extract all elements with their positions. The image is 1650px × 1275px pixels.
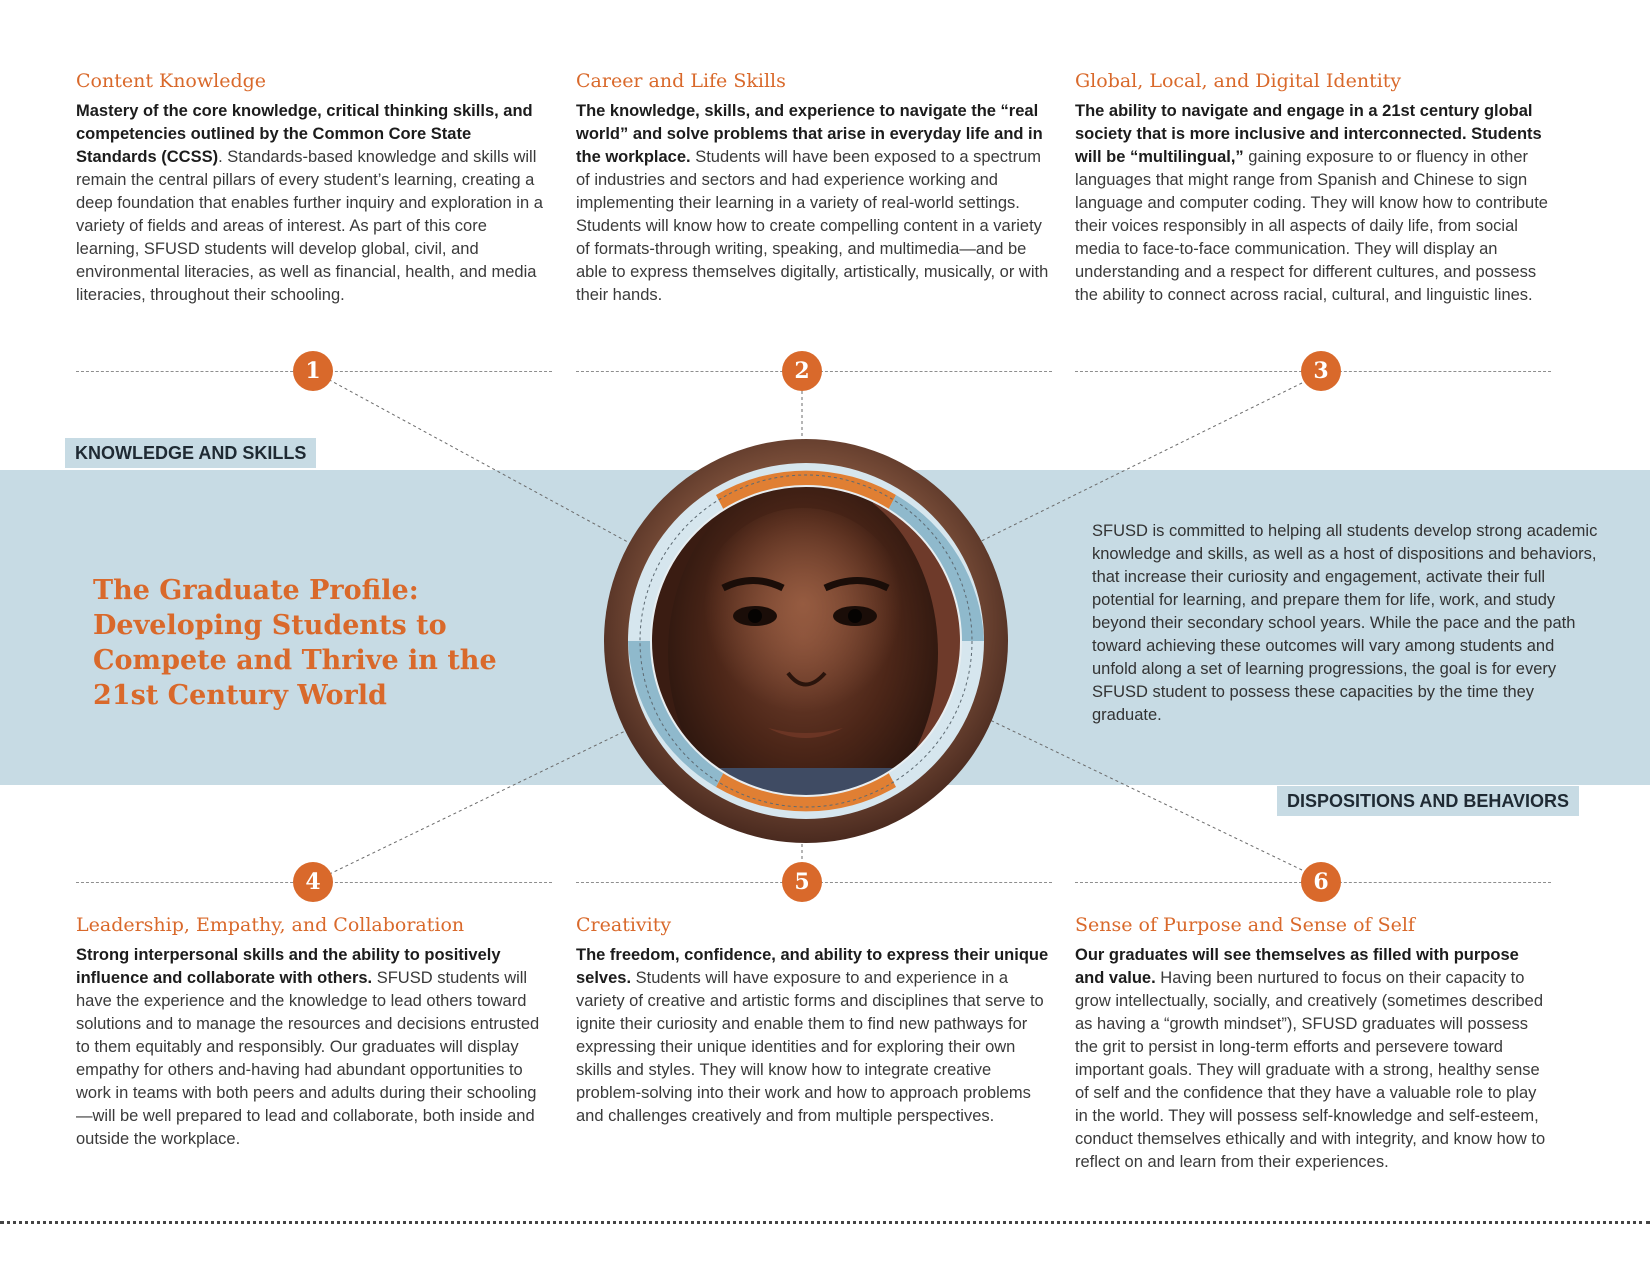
section-lead: Mastery of the core knowledge, critical thinking skills, and competencies outlined by the Common Core State Standards (CCSS) — [76, 102, 533, 166]
bottom-dotted-rule — [0, 1221, 1650, 1224]
section-global-local-digital — [1075, 68, 1551, 307]
section-heading: Sense of Purpose and Sense of Self — [1075, 914, 1415, 936]
section-text — [1075, 100, 1551, 307]
dispositions-behaviors-label: DISPOSITIONS AND BEHAVIORS — [1277, 786, 1579, 816]
section-body: Students will have been exposed to a spectrum of industries and sectors and had experience working and implementing their learning in a variety of real-world settings. Students will know how to create compelling content in a variety of formats-through writing, speaking, and multimedia—and be able to express themselves digitally, artistically, musically, or with their hands. — [576, 148, 1049, 304]
section-text — [576, 100, 1052, 307]
section-body: Having been nurtured to focus on their capacity to grow intellectually, socially, and creatively (sometimes described as having a “growth mindset”), SFUSD graduates will possess the grit to persist in long-term efforts and persevere toward important goals. They will graduate with a strong, healthy sense of self and the confidence that they have a valuable role to play in the world. They will possess self-knowledge and self-esteem, conduct themselves ethically and with integrity, and know how to reflect on and learn from their experiences. — [1075, 969, 1546, 1171]
section-heading: Content Knowledge — [76, 70, 267, 92]
section-text — [76, 100, 552, 307]
number-badge-2: 2 — [782, 351, 822, 391]
section-creativity — [576, 912, 1052, 1128]
page-title: The Graduate Profile: Developing Students to Compete and Thrive in the 21st Century World — [93, 575, 497, 711]
section-body: gaining exposure to or fluency in other languages that might range from Spanish and Chinese to sign language and computer coding. They will know how to contribute their voices responsibly in all aspects of daily life, from social media to face-to-face communication. They will display an understanding and a respect for different cultures, and possess the ability to connect across racial, cultural, and linguistic lines. — [1075, 148, 1548, 304]
intro-paragraph: SFUSD is committed to helping all students develop strong academic knowledge and skills, as well as a host of dispositions and behaviors, that increase their curiosity and engagement, activate their full potential for learning, and prepare them for life, work, and study beyond their secondary school years. While the pace and the path toward achieving these outcomes will vary among students and unfold along a set of learning progressions, the goal is for every SFUSD student to possess these capacities by the time they graduate. — [1092, 522, 1598, 724]
section-lead: The knowledge, skills, and experience to navigate the “real world” and solve problems that arise in everyday life and in the workplace. — [576, 102, 1043, 166]
section-heading: Global, Local, and Digital Identity — [1075, 70, 1402, 92]
section-body: . Standards-based knowledge and skills will remain the central pillars of every student’s learning, creating a deep foundation that enables further inquiry and exploration in a variety of fields and areas of interest. As part of this core learning, SFUSD students will develop global, civil, and environmental literacies, as well as financial, health, and media literacies, throughout their schooling. — [76, 148, 543, 304]
section-heading: Leadership, Empathy, and Collaboration — [76, 914, 465, 936]
section-text — [576, 944, 1052, 1128]
number-badge-3: 3 — [1301, 351, 1341, 391]
section-heading: Creativity — [576, 914, 672, 936]
connector-4 — [313, 720, 648, 882]
section-lead: The ability to navigate and engage in a 21st century global society that is more inclusive and interconnected. Students will be “multilingual,” — [1075, 102, 1542, 166]
section-lead: Strong interpersonal skills and the ability to positively influence and collaborate with others. — [76, 946, 501, 987]
number-badge-5: 5 — [782, 862, 822, 902]
section-career-life-skills — [576, 68, 1052, 307]
number-badge-6: 6 — [1301, 862, 1341, 902]
section-lead: Our graduates will see themselves as filled with purpose and value. — [1075, 946, 1519, 987]
section-lead: The freedom, confidence, and ability to express their unique selves. — [576, 946, 1049, 987]
connector-1 — [313, 371, 648, 553]
number-badge-1: 1 — [293, 351, 333, 391]
knowledge-skills-label: KNOWLEDGE AND SKILLS — [65, 438, 316, 468]
connector-6 — [990, 720, 1302, 870]
section-body: Students will have exposure to and experience in a variety of creative and artistic forms and disciplines that serve to ignite their curiosity and enable them to find new pathways for expressing their unique identities and for exploring their own skills and styles. They will know how to integrate creative problem-solving into their work and how to approach problems and challenges creatively and from multiple perspectives. — [576, 969, 1044, 1125]
section-leadership-empathy — [76, 912, 552, 1151]
number-badge-4: 4 — [293, 862, 333, 902]
section-purpose-self — [1075, 912, 1551, 1174]
section-heading: Career and Life Skills — [576, 70, 786, 92]
section-content-knowledge — [76, 68, 552, 307]
section-text — [76, 944, 552, 1151]
student-portrait-medallion — [603, 438, 1009, 844]
section-body: SFUSD students will have the experience and the knowledge to lead others toward solutions and to manage the resources and decisions entrusted to them equitably and responsibly. Our graduates will display empathy for others and-having had abundant opportunities to work in teams with both peers and adults during their schooling—will be well prepared to lead and collaborate, both inside and outside the workplace. — [76, 969, 540, 1148]
section-text — [1075, 944, 1551, 1174]
